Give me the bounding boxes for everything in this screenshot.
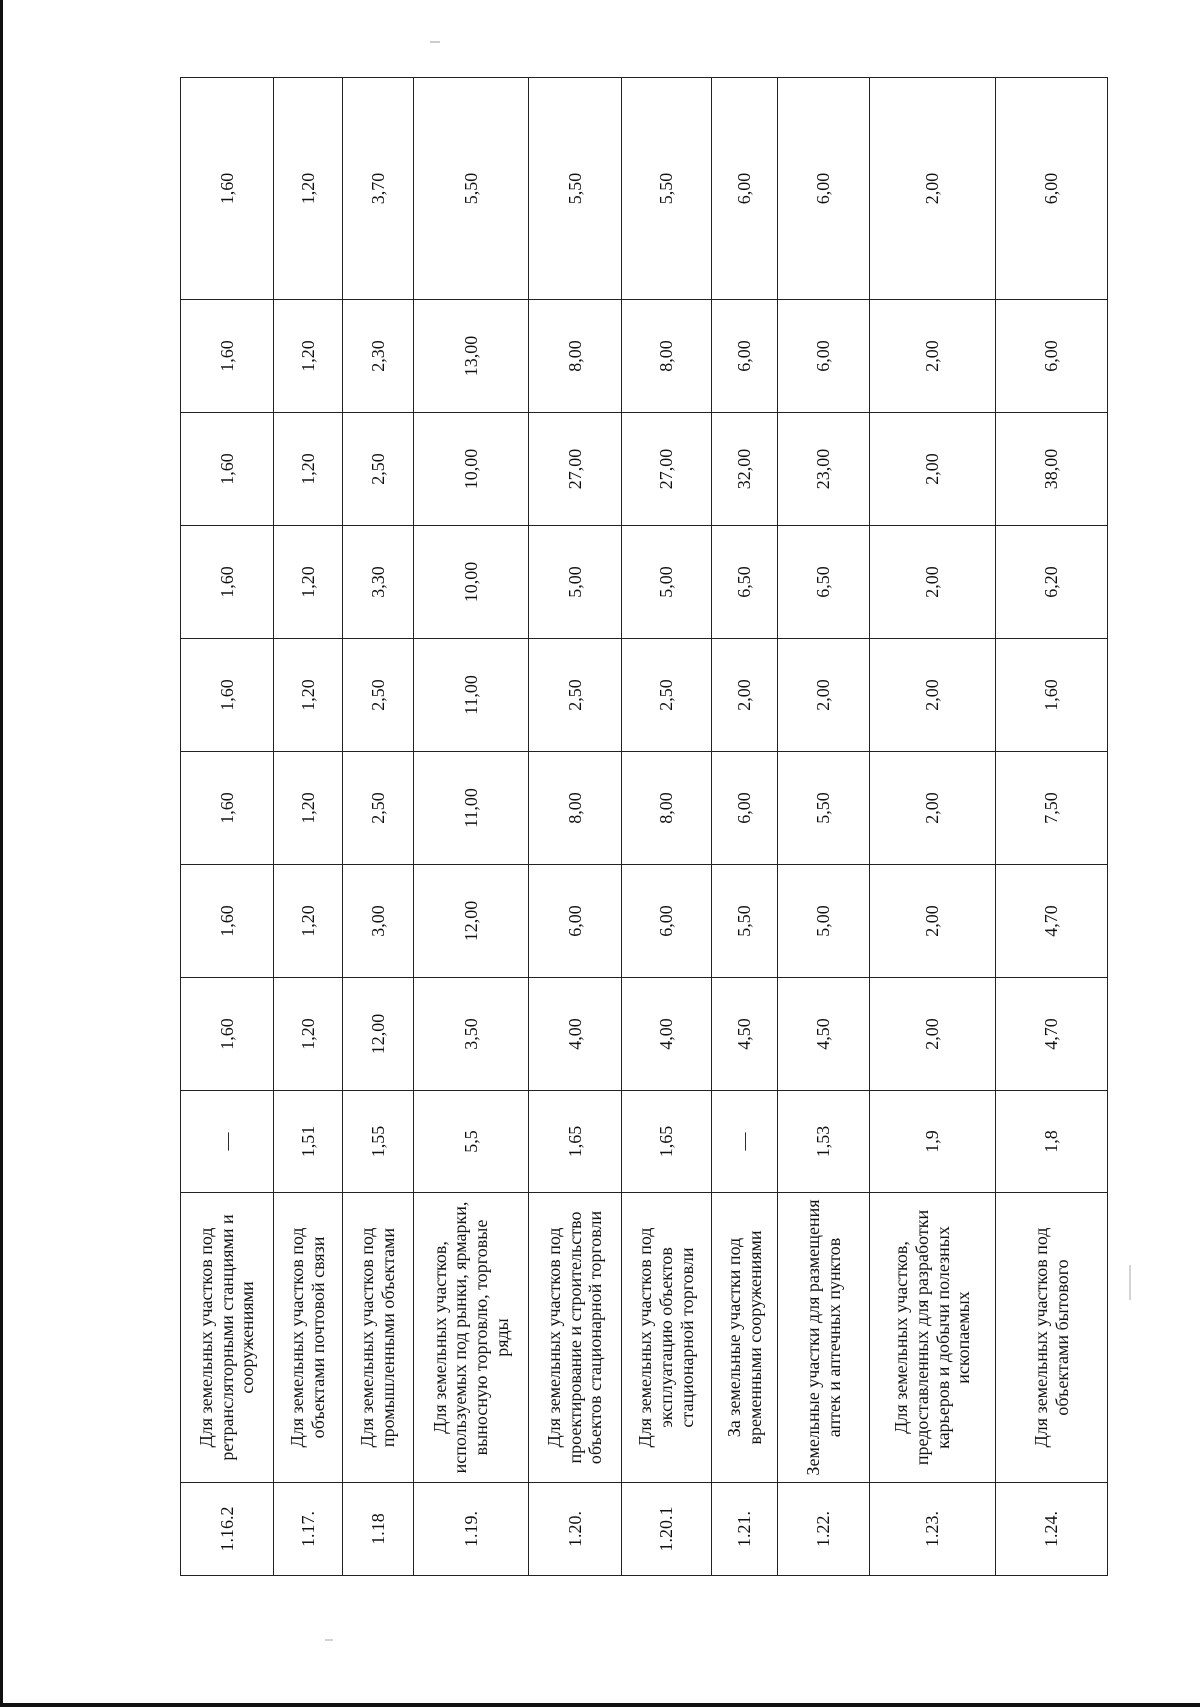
row-number: 1.24. — [996, 1483, 1108, 1576]
row-value: 8,00 — [529, 752, 622, 865]
row-value: 1,60 — [181, 978, 274, 1091]
row-coefficient: 1,9 — [870, 1091, 996, 1193]
row-number: 1.21. — [712, 1483, 778, 1576]
row-value: 5,50 — [712, 865, 778, 978]
row-value: 2,00 — [870, 526, 996, 639]
row-coefficient: 1,53 — [778, 1091, 870, 1193]
row-value: 1,20 — [274, 78, 343, 300]
row-value: 6,00 — [622, 865, 712, 978]
row-value: 4,70 — [996, 978, 1108, 1091]
row-value: 8,00 — [622, 300, 712, 413]
row-value: 2,00 — [870, 752, 996, 865]
row-value: 6,20 — [996, 526, 1108, 639]
row-value: 12,00 — [414, 865, 529, 978]
row-value: 6,00 — [778, 300, 870, 413]
row-value: 4,70 — [996, 865, 1108, 978]
row-value: 27,00 — [529, 413, 622, 526]
row-number: 1.19. — [414, 1483, 529, 1576]
row-coefficient: 1,55 — [343, 1091, 414, 1193]
table-row — [778, 78, 870, 1576]
row-number: 1.20.1 — [622, 1483, 712, 1576]
row-number: 1.22. — [778, 1483, 870, 1576]
row-value: 2,00 — [870, 413, 996, 526]
row-number: 1.17. — [274, 1483, 343, 1576]
row-coefficient: 1,65 — [622, 1091, 712, 1193]
row-value: 2,00 — [870, 865, 996, 978]
row-value: 2,50 — [343, 413, 414, 526]
row-value: 2,00 — [870, 78, 996, 300]
row-value: 1,20 — [274, 978, 343, 1091]
row-value: 1,20 — [274, 300, 343, 413]
row-value: 1,60 — [181, 865, 274, 978]
row-value: 2,00 — [870, 300, 996, 413]
row-value: 1,60 — [181, 78, 274, 300]
row-value: 2,00 — [870, 978, 996, 1091]
row-value: 1,60 — [181, 413, 274, 526]
row-description: Для земельных участков под промышленными объектами — [343, 1193, 414, 1483]
row-number: 1.18 — [343, 1483, 414, 1576]
row-value: 2,30 — [343, 300, 414, 413]
row-value: 1,20 — [274, 865, 343, 978]
row-value: 32,00 — [712, 413, 778, 526]
row-coefficient: 1,51 — [274, 1091, 343, 1193]
rotated-table-wrapper — [180, 78, 1107, 1576]
row-value: 12,00 — [343, 978, 414, 1091]
row-value: 8,00 — [622, 752, 712, 865]
row-coefficient: 1,8 — [996, 1091, 1108, 1193]
row-coefficient: 5,5 — [414, 1091, 529, 1193]
row-description: Для земельных участков под эксплуатацию объектов стационарной торговли — [622, 1193, 712, 1483]
row-value: 1,60 — [181, 639, 274, 752]
row-value: 1,60 — [181, 300, 274, 413]
row-value: 2,00 — [778, 639, 870, 752]
row-value: 6,00 — [712, 300, 778, 413]
row-value: 3,30 — [343, 526, 414, 639]
table-row — [181, 78, 274, 1576]
row-value: 6,00 — [712, 752, 778, 865]
table-row — [712, 78, 778, 1576]
row-value: 4,50 — [712, 978, 778, 1091]
row-value: 1,60 — [996, 639, 1108, 752]
row-description: Для земельных участков под проектирование и строительство объектов стационарной торговли — [529, 1193, 622, 1483]
row-description: Для земельных участков, используемых под рынки, ярмарки, выносную торговлю, торговые ряды — [414, 1193, 529, 1483]
row-value: 2,50 — [343, 639, 414, 752]
table-row — [996, 78, 1108, 1576]
row-value: 23,00 — [778, 413, 870, 526]
row-value: 4,00 — [529, 978, 622, 1091]
row-value: 38,00 — [996, 413, 1108, 526]
row-value: 6,00 — [996, 78, 1108, 300]
table-row — [274, 78, 343, 1576]
rates-table — [180, 77, 1108, 1576]
row-value: 10,00 — [414, 413, 529, 526]
row-description: Земельные участки для размещения аптек и аптечных пунктов — [778, 1193, 870, 1483]
row-value: 2,00 — [870, 639, 996, 752]
row-value: 2,50 — [622, 639, 712, 752]
row-value: 8,00 — [529, 300, 622, 413]
table-row — [343, 78, 414, 1576]
row-value: 10,00 — [414, 526, 529, 639]
row-value: 1,20 — [274, 639, 343, 752]
row-description: Для земельных участков под объектами почтовой связи — [274, 1193, 343, 1483]
row-coefficient: — — [181, 1091, 274, 1193]
row-value: 2,50 — [529, 639, 622, 752]
row-coefficient: — — [712, 1091, 778, 1193]
row-value: 5,50 — [778, 752, 870, 865]
row-value: 1,20 — [274, 526, 343, 639]
row-value: 3,00 — [343, 865, 414, 978]
row-value: 11,00 — [414, 639, 529, 752]
row-value: 6,00 — [529, 865, 622, 978]
row-value: 2,00 — [712, 639, 778, 752]
scan-edge-bottom — [0, 1703, 1200, 1707]
row-value: 4,50 — [778, 978, 870, 1091]
row-description: Для земельных участков под ретрансляторными станциями и сооружениями — [181, 1193, 274, 1483]
row-value: 1,60 — [181, 752, 274, 865]
row-value: 3,50 — [414, 978, 529, 1091]
row-value: 3,70 — [343, 78, 414, 300]
row-value: 4,00 — [622, 978, 712, 1091]
row-value: 6,50 — [712, 526, 778, 639]
row-value: 5,50 — [622, 78, 712, 300]
row-description: Для земельных участков, предоставленных для разработки карьеров и добычи полезных ископаемых — [870, 1193, 996, 1483]
row-number: 1.23. — [870, 1483, 996, 1576]
row-value: 1,20 — [274, 752, 343, 865]
row-value: 5,00 — [778, 865, 870, 978]
row-value: 13,00 — [414, 300, 529, 413]
row-value: 7,50 — [996, 752, 1108, 865]
table-row — [529, 78, 622, 1576]
row-coefficient: 1,65 — [529, 1091, 622, 1193]
table-row — [870, 78, 996, 1576]
row-value: 5,50 — [414, 78, 529, 300]
row-value: 5,00 — [622, 526, 712, 639]
scan-edge-left — [0, 0, 3, 1707]
row-value: 6,00 — [712, 78, 778, 300]
row-value: 5,00 — [529, 526, 622, 639]
row-value: 1,20 — [274, 413, 343, 526]
row-number: 1.16.2 — [181, 1483, 274, 1576]
row-value: 6,00 — [996, 300, 1108, 413]
row-value: 2,50 — [343, 752, 414, 865]
row-description: За земельные участки под временными сооружениями — [712, 1193, 778, 1483]
row-value: 5,50 — [529, 78, 622, 300]
row-value: 11,00 — [414, 752, 529, 865]
row-number: 1.20. — [529, 1483, 622, 1576]
row-value: 6,00 — [778, 78, 870, 300]
table-row — [414, 78, 529, 1576]
row-value: 6,50 — [778, 526, 870, 639]
table-row — [622, 78, 712, 1576]
row-value: 27,00 — [622, 413, 712, 526]
row-value: 1,60 — [181, 526, 274, 639]
row-description: Для земельных участков под объектами бытового — [996, 1193, 1108, 1483]
